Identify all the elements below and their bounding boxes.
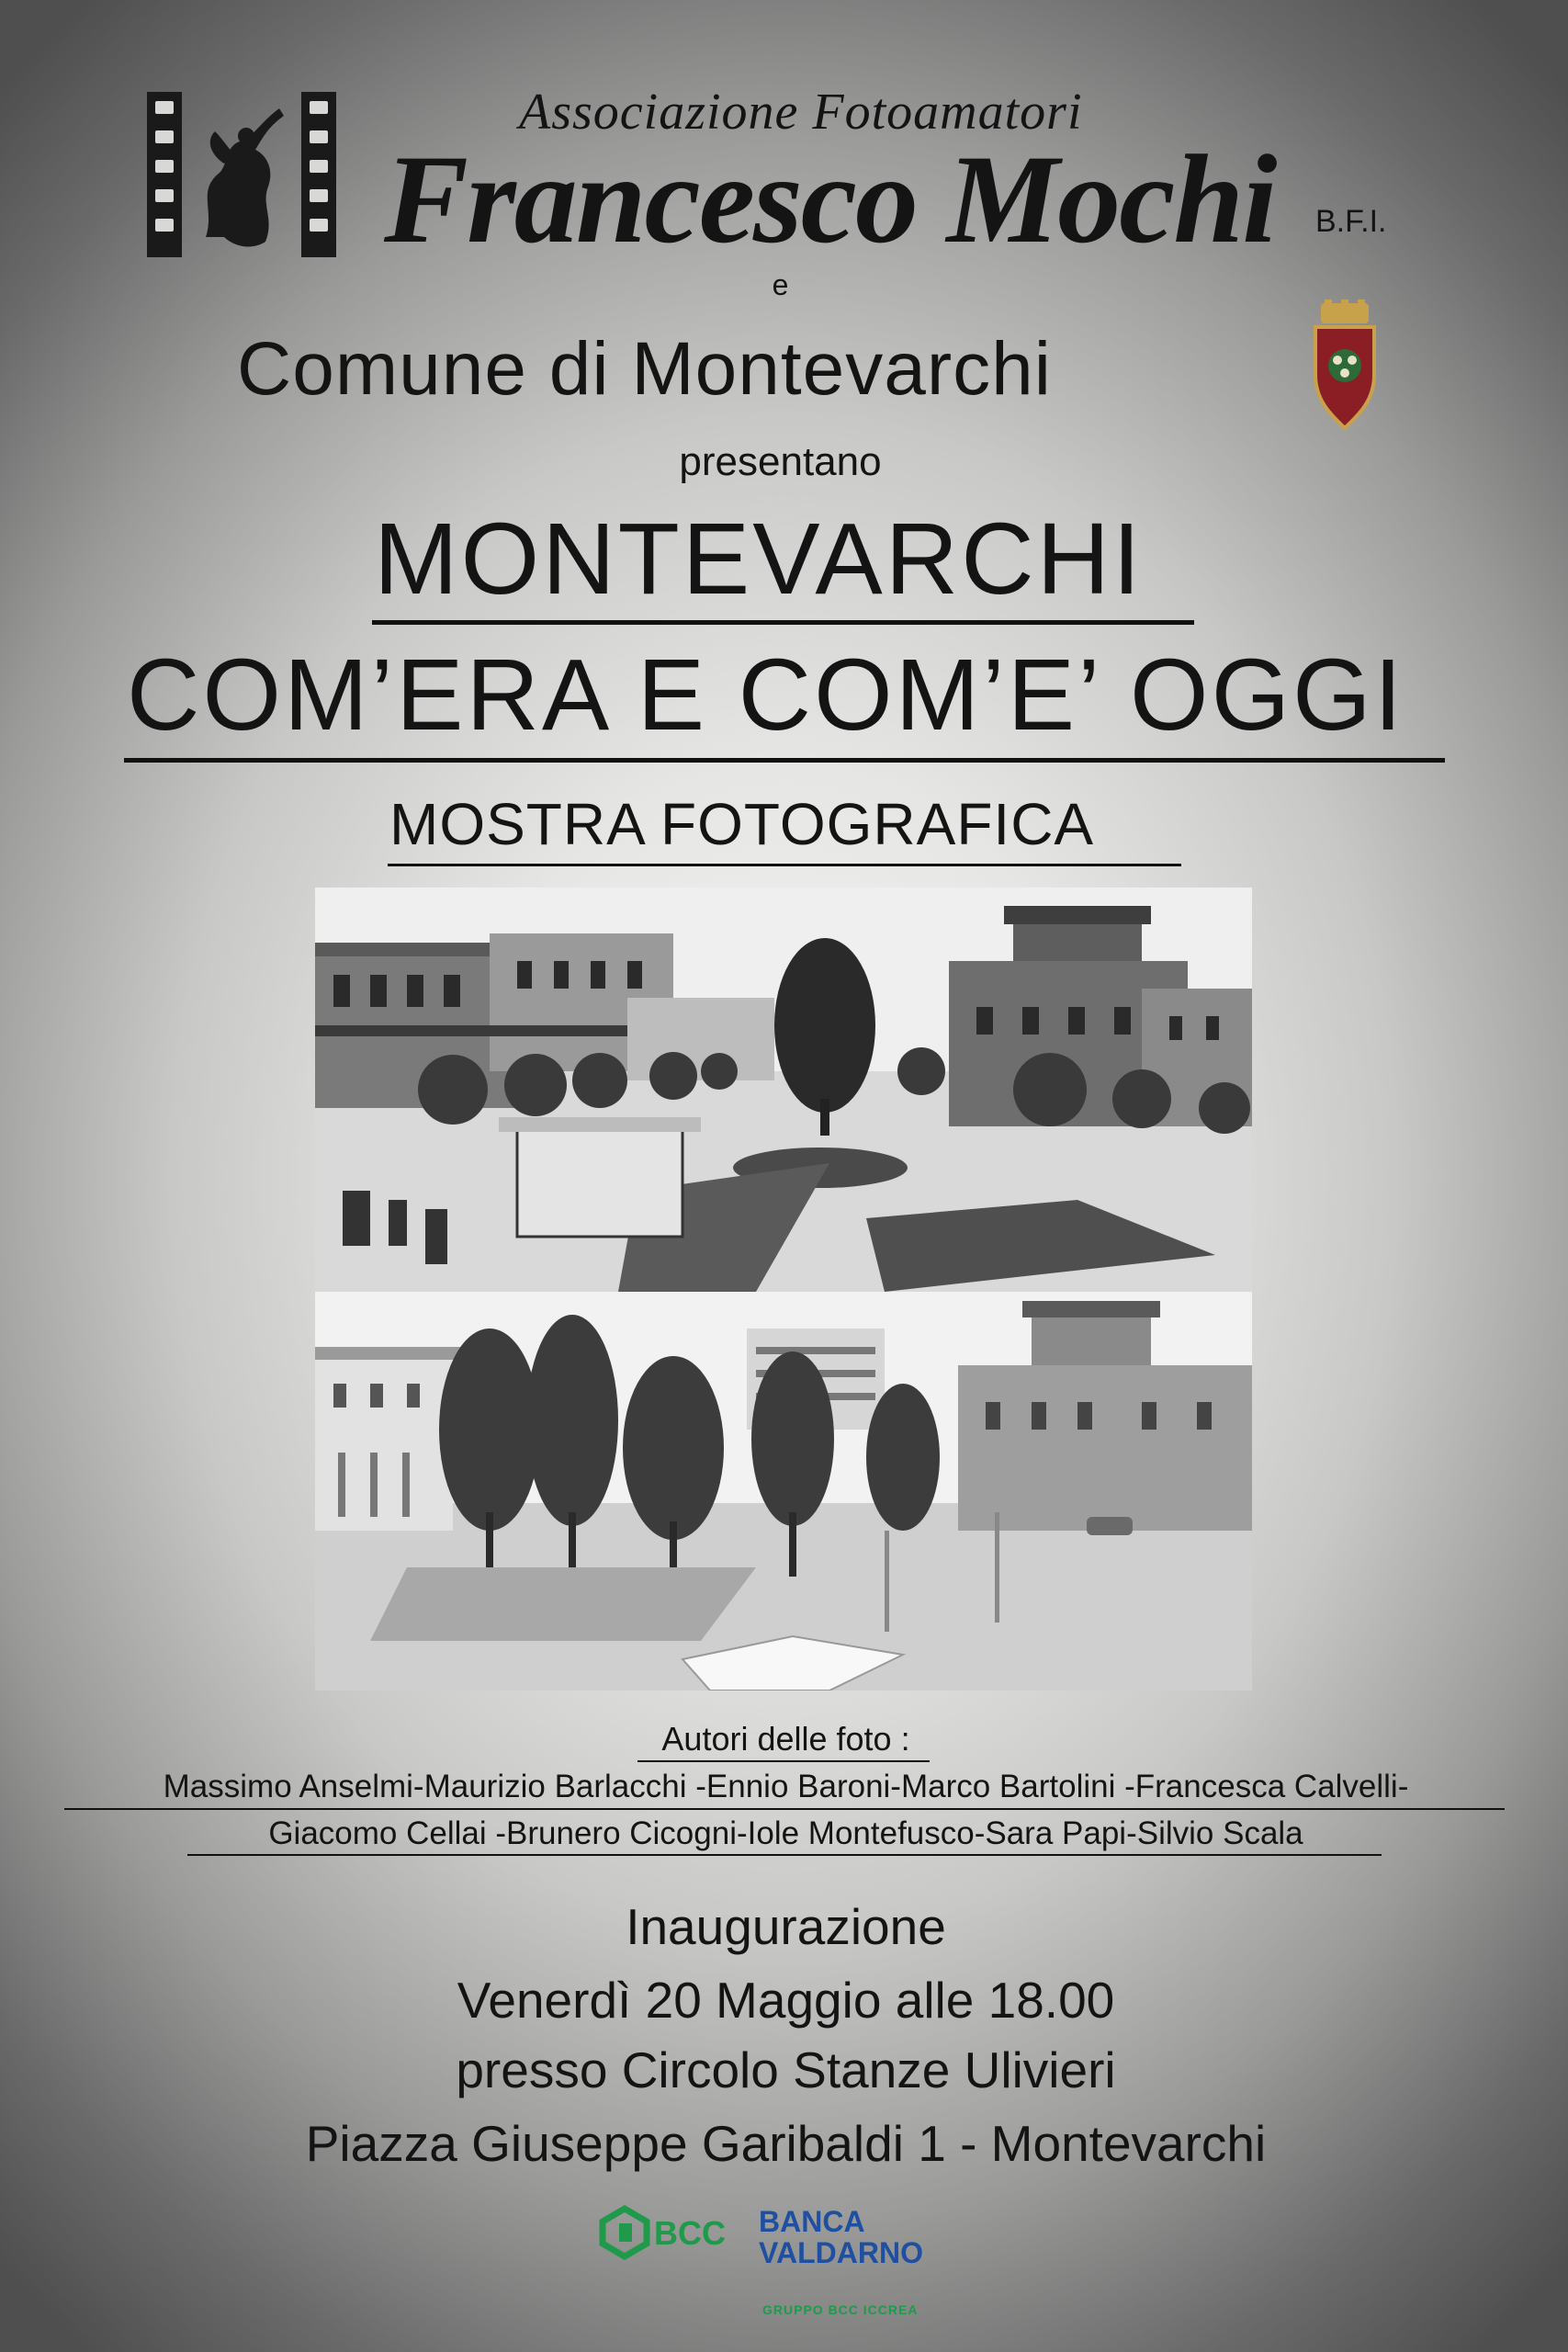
presenting-verb: presentano	[679, 439, 882, 484]
association-logo	[147, 92, 340, 257]
event-venue: presso Circolo Stanze Ulivieri	[456, 2041, 1116, 2098]
bank-name-line-2: VALDARNO	[759, 2236, 923, 2269]
title-line-2: COM’ERA E COM’E’ OGGI	[127, 639, 1405, 752]
municipal-crest-icon	[1308, 300, 1382, 435]
angel-figure-icon	[187, 99, 298, 255]
association-name: Francesco Mochi	[384, 129, 1276, 269]
subtitle-underline	[388, 864, 1181, 866]
conjunction: e	[772, 268, 789, 301]
association-line: Associazione Fotoamatori	[519, 84, 1083, 141]
exhibition-subtitle: MOSTRA FOTOGRAFICA	[389, 791, 1095, 857]
film-strip-left	[147, 92, 182, 257]
bank-name-line-1: BANCA	[759, 2205, 865, 2238]
inauguration-label: Inaugurazione	[626, 1898, 946, 1955]
bcc-logo-icon	[599, 2205, 650, 2260]
bcc-label: BCC	[654, 2214, 726, 2252]
title-underline-2	[124, 758, 1445, 763]
event-date: Venerdì 20 Maggio alle 18.00	[457, 1972, 1115, 2029]
municipality-name: Comune di Montevarchi	[237, 327, 1052, 411]
title-underline-1	[372, 620, 1194, 625]
authors-line-2-underline	[187, 1854, 1382, 1856]
historic-photo	[315, 888, 1252, 1292]
honor-label: B.F.I.	[1315, 204, 1387, 239]
authors-line-2: Giacomo Cellai -Brunero Cicogni-Iole Montefusco-Sara Papi-Silvio Scala	[268, 1815, 1303, 1851]
event-address: Piazza Giuseppe Garibaldi 1 - Montevarchi	[305, 2115, 1267, 2172]
authors-line-1-underline	[64, 1808, 1505, 1810]
authors-heading: Autori delle foto :	[661, 1720, 910, 1758]
authors-line-1: Massimo Anselmi-Maurizio Barlacchi -Ennio Baroni-Marco Bartolini -Francesca Calvelli-	[163, 1769, 1409, 1804]
film-strip-right	[301, 92, 336, 257]
modern-photo	[315, 1292, 1252, 1690]
bank-group: GRUPPO BCC ICCREA	[762, 2302, 919, 2317]
title-line-1: MONTEVARCHI	[374, 503, 1144, 616]
sponsor-logo	[597, 2201, 983, 2330]
authors-heading-underline	[637, 1760, 930, 1762]
